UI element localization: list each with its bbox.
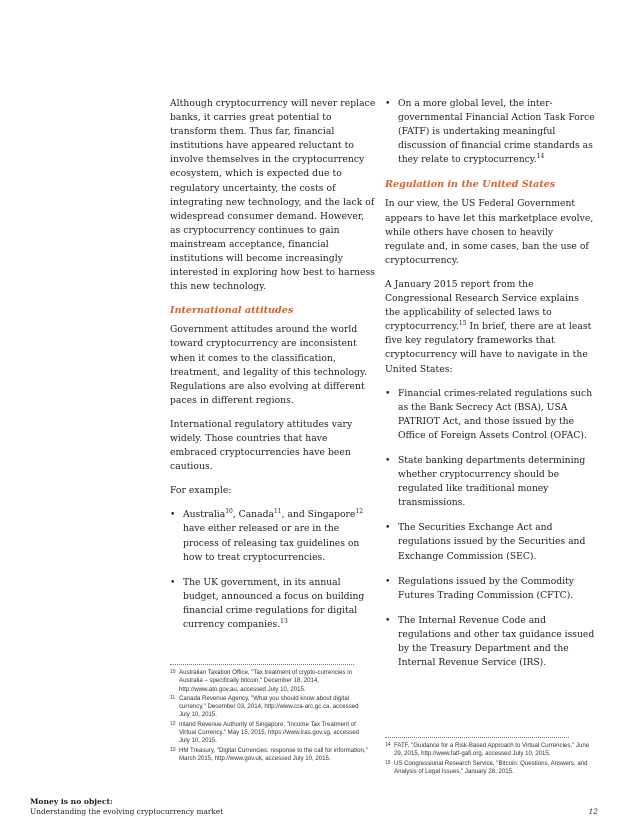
footnote-number: 10	[170, 669, 176, 675]
paragraph-crs-report	[385, 278, 595, 377]
heading-international-attitudes: International attitudes	[170, 305, 294, 317]
paragraph-us-federal: In our view, the US Federal Government appears to have let this marketplace evolve, while others have chosen to heavily regulate and, in some cases, ban the use of cryptocurrency.	[385, 198, 594, 266]
list-item	[385, 575, 595, 603]
bullet-icon: •	[385, 98, 391, 109]
left-column	[170, 97, 377, 643]
right-column	[385, 97, 595, 681]
paragraph-for-example: For example:	[170, 485, 232, 497]
footnote-ref-10[interactable]: 10	[225, 508, 233, 516]
list-item-text: The Securities Exchange Act and regulations issued by the Securities and Exchange Commission (SEC).	[398, 522, 586, 562]
footnote-ref-11[interactable]: 11	[273, 508, 282, 516]
paragraph-text: In brief, there are at least five key regulatory frameworks that cryptocurrency will have to navigate in the United States:	[385, 321, 592, 375]
regulatory-frameworks-list	[385, 387, 595, 671]
footnote-number: 12	[170, 720, 176, 727]
list-item	[385, 521, 595, 563]
list-item-text: On a more global level, the inter-governmental Financial Action Task Force (FATF) is undertaking meaningful discussion of financial crime standards as they relate to cryptocurrency.	[398, 98, 595, 166]
list-item-fatf	[385, 97, 595, 167]
paragraph-government-attitudes: Government attitudes around the world toward cryptocurrency are inconsistent when it comes to the classification, treatment, and legality of this technology. Regulations are also evolving at different paces in different regions.	[170, 324, 367, 406]
footnote-10	[170, 669, 370, 694]
list-item-text: The UK government, in its annual budget, announced a focus on building financial crime regulations for digital currency companies.	[183, 576, 365, 630]
list-item-text: have either released or are in the process of releasing tax guidelines on how to treat cryptocurrencies.	[183, 523, 360, 563]
footnote-text: US Congressional Research Service, "Bitcoin: Questions, Answers, and Analysis of Legal Issues," January 28, 2015.	[394, 759, 588, 775]
page-footer	[30, 797, 598, 817]
footnote-text: Canada Revenue Agency, "What you should know about digital currency," December 03, 2014, http://www.cra-arc.gc.ca, accessed July 10, 2015.	[179, 694, 359, 719]
paragraph-text: A January 2015 report from the Congressional Research Service explains the applicability of selected laws to cryptocurrency.	[385, 278, 579, 333]
bullet-icon: •	[170, 509, 176, 521]
list-item-text: The Internal Revenue Code and regulations and other tax guidance issued by the Treasury Department and the Internal Revenue Service (IRS).	[398, 614, 595, 669]
footnote-number: 15	[385, 759, 391, 766]
country-australia: Australia	[183, 509, 226, 521]
footnote-divider	[385, 737, 569, 738]
footnote-text: Australian Taxation Office, "Tax treatment of crypto-currencies in Australia – specifically bitcoin," December 18, 2014, http://www.ato.gov.au, accessed July 10, 2015.	[179, 669, 352, 693]
footnote-number: 14	[385, 742, 391, 748]
footnote-12	[170, 721, 370, 746]
footnote-number: 13	[170, 746, 176, 753]
footnote-ref-12[interactable]: 12	[355, 508, 364, 516]
footnote-ref-13[interactable]: 13	[280, 618, 288, 625]
country-singapore: , and Singapore	[281, 509, 356, 521]
footnote-14	[385, 742, 595, 759]
page-number: 12	[588, 807, 598, 816]
list-item	[385, 614, 595, 670]
list-item-tax-guidelines	[170, 508, 377, 564]
bullet-icon: •	[385, 575, 391, 587]
bullet-icon: •	[170, 576, 176, 588]
list-item-text: Financial crimes-related regulations such as the Bank Secrecy Act (BSA), USA PATRIOT Act, and those issued by the Office of Foreign Assets Control (OFAC).	[398, 387, 593, 441]
footnote-text: HM Treasury, "Digital Currencies: response to the call for information," March 2015, http://www.gov.uk, accessed July 10, 2015.	[179, 746, 368, 762]
list-item-text: Regulations issued by the Commodity Futures Trading Commission (CFTC).	[398, 575, 574, 601]
examples-list	[170, 508, 377, 632]
footnote-divider	[170, 664, 354, 665]
paragraph-international-regulatory: International regulatory attitudes vary widely. Those countries that have embraced cryptocurrencies have been cautious.	[170, 418, 353, 473]
global-list	[385, 97, 595, 167]
footnote-ref-15[interactable]: 15	[458, 320, 467, 328]
footnotes-left	[170, 664, 370, 764]
heading-regulation-us: Regulation in the United States	[385, 179, 556, 191]
list-item	[385, 454, 595, 510]
footer-title: Money is no object:	[30, 797, 113, 806]
footnote-number: 11	[170, 694, 176, 701]
footnote-11	[170, 695, 370, 720]
footer-subtitle: Understanding the evolving cryptocurrency market	[30, 807, 224, 816]
footnote-ref-14[interactable]: 14	[536, 153, 545, 161]
footnote-text: FATF, "Guidance for a Risk-Based Approach to Virtual Currencies," June 29, 2015, http://www.fatf-gafi.org, accessed July 10, 2015.	[394, 742, 590, 758]
footnote-13	[170, 747, 370, 764]
list-item-uk-government	[170, 576, 377, 632]
footnotes-right	[385, 737, 595, 777]
list-item	[385, 387, 595, 443]
bullet-icon: •	[385, 614, 391, 626]
bullet-icon: •	[385, 454, 391, 466]
list-item-text: State banking departments determining whether cryptocurrency should be regulated like traditional money transmissions.	[398, 454, 586, 509]
footnote-15	[385, 760, 595, 777]
country-canada: , Canada	[232, 509, 274, 521]
intro-paragraph: Although cryptocurrency will never replace banks, it carries great potential to transform them. Thus far, financial institutions have appeared reluctant to involve themselves in the cryptocurrency ecosystem, which is expected due to regulatory uncertainty, the costs of integrating new technology, and the lack of widespread consumer demand. However, as cryptocurrency continues to gain mainstream acceptance, financial institutions will become increasingly interested in exploring how best to harness this new technology.	[170, 98, 376, 293]
bullet-icon: •	[385, 387, 391, 399]
footnote-text: Inland Revenue Authority of Singapore, "Income Tax Treatment of Virtual Currency," May 15, 2015, https://www.iras.gov.sg, accessed July 10, 2015.	[179, 720, 359, 745]
bullet-icon: •	[385, 522, 391, 534]
